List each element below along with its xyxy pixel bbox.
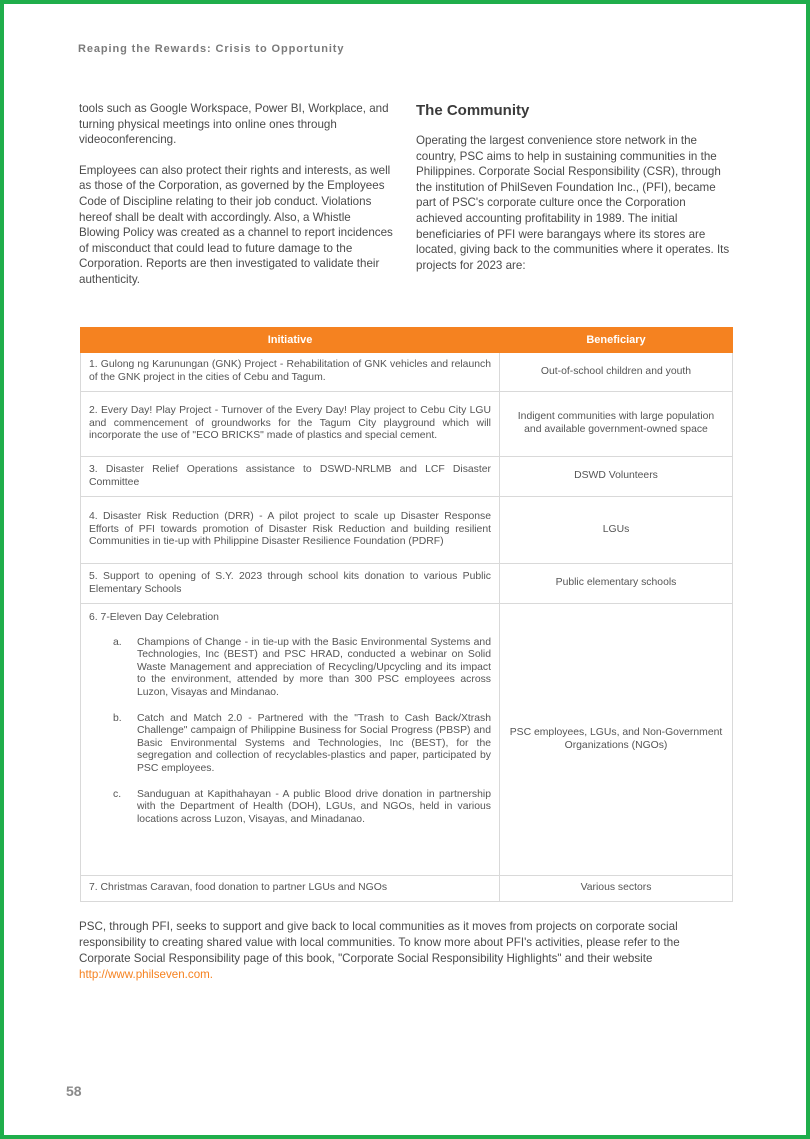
initiative-column-header: Initiative bbox=[81, 328, 500, 353]
website-link[interactable]: http://www.philseven.com. bbox=[79, 968, 214, 981]
initiative-cell bbox=[81, 604, 500, 876]
table-header-row bbox=[81, 328, 733, 353]
initiative-cell: 3. Disaster Relief Operations assistance to DSWD-NRLMB and LCF Disaster Committee bbox=[81, 457, 500, 497]
list-item-letter: c. bbox=[113, 788, 122, 800]
beneficiary-cell: LGUs bbox=[500, 497, 733, 564]
initiative-cell: 7. Christmas Caravan, food donation to partner LGUs and NGOs bbox=[81, 876, 500, 902]
table-row bbox=[81, 392, 733, 457]
list-item-text: Sanduguan at Kapithahayan - A public Blood drive donation in partnership with the Department of Health (DOH), LGUs, and NGOs, held in various locations across Luzon, Visayas, and Minadanao. bbox=[137, 788, 491, 825]
list-item bbox=[89, 637, 491, 700]
body-paragraph: Employees can also protect their rights and interests, as well as those of the Corporation, as governed by the Employees Code of Discipline relating to their job conduct. Violations hereof shall be dealt with accordingly. Also, a Whistle Blowing Policy was created as a channel to report incidences of misconduct that could lead to future damage to the Corporation. Reports are then investigated to validate their authenticity. bbox=[79, 163, 393, 286]
table-row bbox=[81, 564, 733, 604]
body-paragraph: Operating the largest convenience store network in the country, PSC aims to help in sustaining communities in the Philippines. Corporate Social Responsibility (CSR), through the institution of PhilSeven Foundation Inc., (PFI), became part of PSC's corporate culture once the Corporation achieved accounting profitability in 1989. The initial beneficiaries of PFI were barangays where its stores are located, giving back to the communities where it operates. Its projects for 2023 are: bbox=[416, 134, 730, 272]
list-item-text: Champions of Change - in tie-up with the Basic Environmental Systems and Technologies, Inc (BEST) and PSC HRAD, conducted a webinar on Solid Waste Management and appreciation of Recycling/Upcycling and its impact to the environment, attended by more than 300 PSC employees across Luzon, Visayas and Mindanao. bbox=[137, 636, 491, 698]
beneficiary-cell: PSC employees, LGUs, and Non-Government Organizations (NGOs) bbox=[500, 604, 733, 876]
section-title: The Community bbox=[416, 102, 530, 119]
list-item-text: Catch and Match 2.0 - Partnered with the "Trash to Cash Back/Xtrash Challenge" campaign of Philippine Business for Social Progress (PBSP) and Basic Environmental Systems and Technologies, Inc (BEST), for the segregation and collection of recyclables-plastics and paper, participated by PSC employees. bbox=[137, 712, 491, 774]
initiative-cell: 5. Support to opening of S.Y. 2023 through school kits donation to various Public Elementary Schools bbox=[81, 564, 500, 604]
table-row bbox=[81, 353, 733, 392]
table-row bbox=[81, 497, 733, 564]
left-column bbox=[79, 101, 393, 303]
list-item bbox=[89, 789, 491, 827]
page-number: 58 bbox=[66, 1083, 82, 1099]
table-row bbox=[81, 604, 733, 876]
list-item-letter: a. bbox=[113, 636, 122, 648]
closing-text: PSC, through PFI, seeks to support and give back to local communities as it moves from projects on corporate social responsibility to creating shared value with local communities. To know more about PFI's activities, please refer to the Corporate Social Responsibility page of this book, "Corporate Social Responsibility Highlights" and their website bbox=[79, 920, 680, 965]
closing-paragraph bbox=[79, 919, 734, 983]
initiative-cell: 1. Gulong ng Karunungan (GNK) Project - Rehabilitation of GNK vehicles and relaunch of the GNK project in the cities of Cebu and Tagum. bbox=[81, 353, 500, 392]
beneficiary-cell: DSWD Volunteers bbox=[500, 457, 733, 497]
list-item-letter: b. bbox=[113, 712, 122, 724]
initiative-cell: 2. Every Day! Play Project - Turnover of the Every Day! Play project to Cebu City LGU and commencement of groundworks for the Tagum City playground which will incorporate the use of "ECO BRICKS" made of plastics and special cement. bbox=[81, 392, 500, 457]
beneficiary-cell: Out-of-school children and youth bbox=[500, 353, 733, 392]
beneficiary-cell: Various sectors bbox=[500, 876, 733, 902]
beneficiary-cell: Public elementary schools bbox=[500, 564, 733, 604]
celebration-sub-list bbox=[89, 637, 491, 827]
table-row bbox=[81, 876, 733, 902]
list-item bbox=[89, 713, 491, 776]
running-header: Reaping the Rewards: Crisis to Opportunity bbox=[78, 43, 345, 55]
right-column bbox=[416, 101, 734, 288]
body-paragraph: tools such as Google Workspace, Power BI, Workplace, and turning physical meetings into online ones through videoconferencing. bbox=[79, 102, 389, 147]
table-row bbox=[81, 457, 733, 497]
beneficiary-cell: Indigent communities with large population and available government-owned space bbox=[500, 392, 733, 457]
initiatives-table bbox=[80, 327, 733, 902]
initiative-cell: 4. Disaster Risk Reduction (DRR) - A pilot project to scale up Disaster Response Efforts of PFI towards promotion of Disaster Risk Reduction and building resilient Communities in tie-up with Philippine Disaster Resilience Foundation (PDRF) bbox=[81, 497, 500, 564]
celebration-title: 6. 7-Eleven Day Celebration bbox=[89, 612, 219, 623]
beneficiary-column-header: Beneficiary bbox=[500, 328, 733, 353]
